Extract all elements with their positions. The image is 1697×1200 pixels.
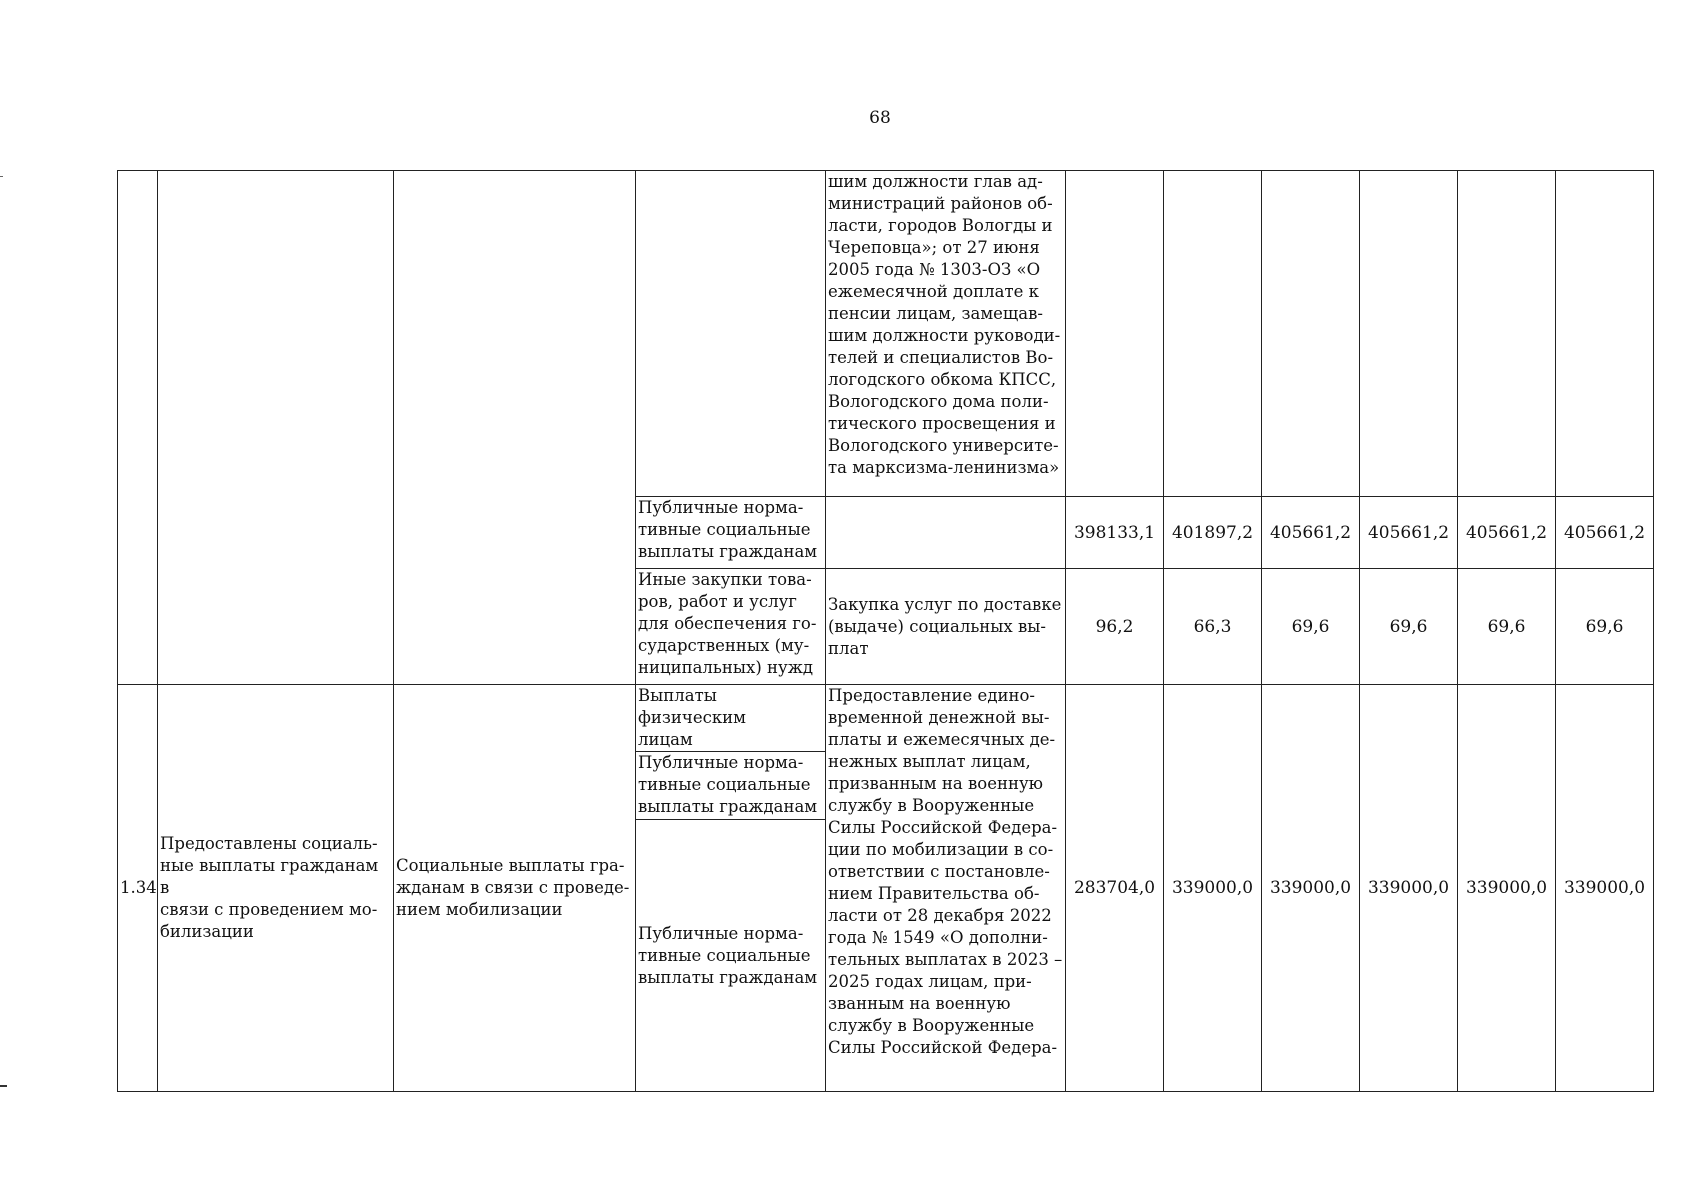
expense-type-cell-empty — [636, 171, 826, 497]
event-cell-empty — [394, 171, 636, 685]
value-cell-empty — [1164, 171, 1262, 497]
value-cell: 405661,2 — [1556, 497, 1654, 569]
value-cell-empty — [1262, 171, 1360, 497]
expense-type-cell: Публичные норма- тивные социальные выплаты гражданам — [636, 820, 826, 1092]
margin-dot — [0, 176, 3, 177]
value-cell-empty — [1360, 171, 1458, 497]
value-cell: 339000,0 — [1556, 685, 1654, 1092]
event-cell: Социальные выплаты гра- жданам в связи с проведе- нием мобилизации — [394, 685, 636, 1092]
value-cell: 401897,2 — [1164, 497, 1262, 569]
expense-type-cell: Выплаты физическим лицам — [636, 685, 826, 752]
value-cell: 96,2 — [1066, 569, 1164, 685]
expense-type-cell: Иные закупки това- ров, работ и услуг для обеспечения го- сударственных (му- ниципальных) нужд — [636, 569, 826, 685]
budget-table — [117, 170, 1654, 1092]
value-cell: 398133,1 — [1066, 497, 1164, 569]
value-cell: 339000,0 — [1458, 685, 1556, 1092]
value-cell: 283704,0 — [1066, 685, 1164, 1092]
expense-type-cell: Публичные норма- тивные социальные выплаты гражданам — [636, 497, 826, 569]
basis-cell: Предоставление едино- временной денежной вы- платы и ежемесячных де- нежных выплат лицам, призванным на военную службу в Вооруженные Силы Российской Федера- ции по мобилизации в со- ответствии с постановле- нием Правительства об- ласти от 28 декабря 2022 года № 1549 «О дополни- тельных выплатах в 2023 – 2025 годах лицам, при- званным на военную службу в Вооруженные Силы Российской Федера- — [826, 685, 1066, 1092]
value-cell: 66,3 — [1164, 569, 1262, 685]
expense-type-cell: Публичные норма- тивные социальные выплаты гражданам — [636, 752, 826, 820]
item-number-cell: 1.34 — [118, 685, 158, 1092]
value-cell: 69,6 — [1262, 569, 1360, 685]
basis-cell-empty — [826, 497, 1066, 569]
value-cell: 339000,0 — [1262, 685, 1360, 1092]
page-number: 68 — [869, 108, 891, 128]
basis-cell: Закупка услуг по доставке (выдаче) социальных вы- плат — [826, 569, 1066, 685]
value-cell-empty — [1066, 171, 1164, 497]
value-cell: 339000,0 — [1360, 685, 1458, 1092]
legal-basis-cell: шим должности глав ад- министраций районов об- ласти, городов Вологды и Череповца»; от 27 июня 2005 года № 1303-ОЗ «О ежемесячной доплате к пенсии лицам, замещав- шим должности руководи- телей и специалистов Во- логодского обкома КПСС, Вологодского дома поли- тического просвещения и Вологодского университе- та марксизма-ленинизма» — [826, 171, 1066, 497]
number-cell-empty — [118, 171, 158, 685]
item-1-34-row-a — [118, 685, 1654, 752]
value-cell: 405661,2 — [1262, 497, 1360, 569]
value-cell: 69,6 — [1360, 569, 1458, 685]
continuation-row — [118, 171, 1654, 497]
result-cell: Предоставлены социаль- ные выплаты гражданам в связи с проведением мо- билизации — [158, 685, 394, 1092]
value-cell-empty — [1556, 171, 1654, 497]
value-cell: 69,6 — [1458, 569, 1556, 685]
result-cell-empty — [158, 171, 394, 685]
value-cell: 339000,0 — [1164, 685, 1262, 1092]
value-cell: 405661,2 — [1458, 497, 1556, 569]
margin-mark — [0, 1085, 7, 1087]
value-cell-empty — [1458, 171, 1556, 497]
value-cell: 405661,2 — [1360, 497, 1458, 569]
value-cell: 69,6 — [1556, 569, 1654, 685]
